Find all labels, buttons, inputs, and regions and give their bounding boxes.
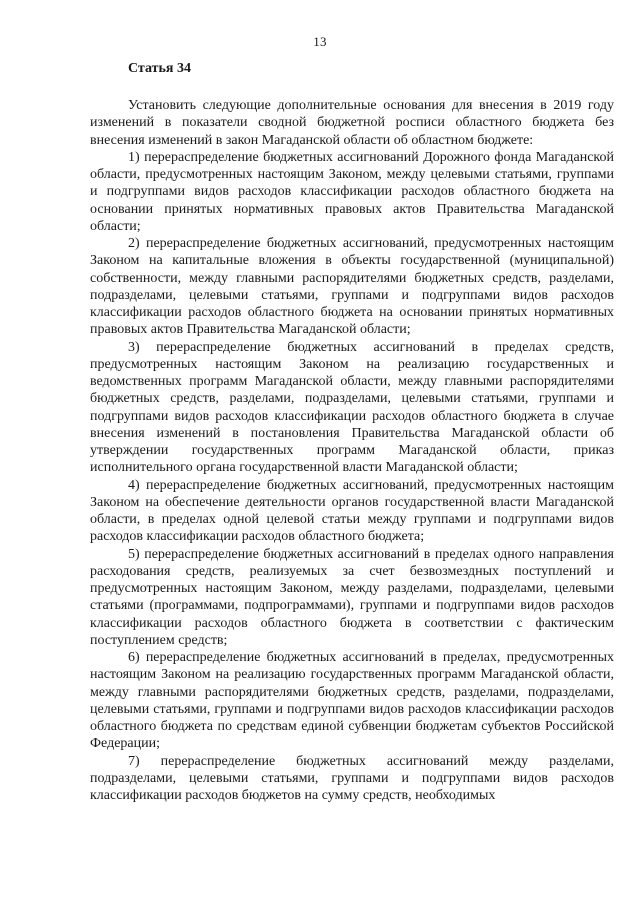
list-item-7: 7) перераспределение бюджетных ассигнований между разделами, подразделами, целевыми статьями, группами и подгруппами видов расходов классификации расходов бюджетов на сумму средств, необходимых xyxy=(90,753,614,803)
page-number: 13 xyxy=(313,34,327,49)
list-item-2: 2) перераспределение бюджетных ассигнований, предусмотренных настоящим Законом на капитальные вложения в объекты государственной (муниципальной) собственности, между главными распорядителями бюджетных средств, разделами, подразделами, целевыми статьями, группами и подгруппами видов расходов классификации расходов областного бюджета на основании принятых нормативных правовых актов Правительства Магаданской области; xyxy=(90,236,614,338)
list-item-3: 3) перераспределение бюджетных ассигнований в пределах средств, предусмотренных настоящим Законом на реализацию государственных и ведомственных программ Магаданской области, между главными распорядителями бюджетных средств, разделами, подразделами, целевыми статьями, группами и подгруппами видов расходов классификации расходов областного бюджета в случае внесения изменений в постановления Правительства Магаданской области об утверждении государственных программ Магаданской области, приказ исполнительного органа государственной власти Магаданской области; xyxy=(90,339,614,476)
intro-paragraph: Установить следующие дополнительные основания для внесения в 2019 году изменений в показатели сводной бюджетной росписи областного бюджета без внесения изменений в закон Магаданской области об областном бюджете: xyxy=(90,98,614,148)
document-body xyxy=(90,60,614,804)
list-item-1: 1) перераспределение бюджетных ассигнований Дорожного фонда Магаданской области, предусмотренных настоящим Законом, между целевыми статьями, группами и подгруппами видов расходов классификации расходов областного бюджета на основании принятых нормативных правовых актов Правительства Магаданской области; xyxy=(90,149,614,234)
list-item-6: 6) перераспределение бюджетных ассигнований в пределах, предусмотренных настоящим Законом на реализацию государственных программ Магаданской области, между главными распорядителями бюджетных средств, разделами, подразделами, целевыми статьями, группами и подгруппами видов расходов классификации расходов областного бюджета по средствам единой субвенции бюджетам субъектов Российской Федерации; xyxy=(90,650,614,752)
list-item-4: 4) перераспределение бюджетных ассигнований, предусмотренных настоящим Законом на обеспечение деятельности органов государственной власти Магаданской области, в пределах одной целевой статьи между группами и подгруппами видов расходов классификации расходов областного бюджета; xyxy=(90,477,614,545)
article-title: Статья 34 xyxy=(128,61,191,76)
list-item-5: 5) перераспределение бюджетных ассигнований в пределах одного направления расходования средств, реализуемых за счет безвозмездных поступлений и предусмотренных настоящим Законом, между разделами, подразделами, целевыми статьями (программами, подпрограммами), группами и подгруппами видов расходов классификации расходов областного бюджета в соответствии с фактическим поступлением средств; xyxy=(90,546,614,648)
